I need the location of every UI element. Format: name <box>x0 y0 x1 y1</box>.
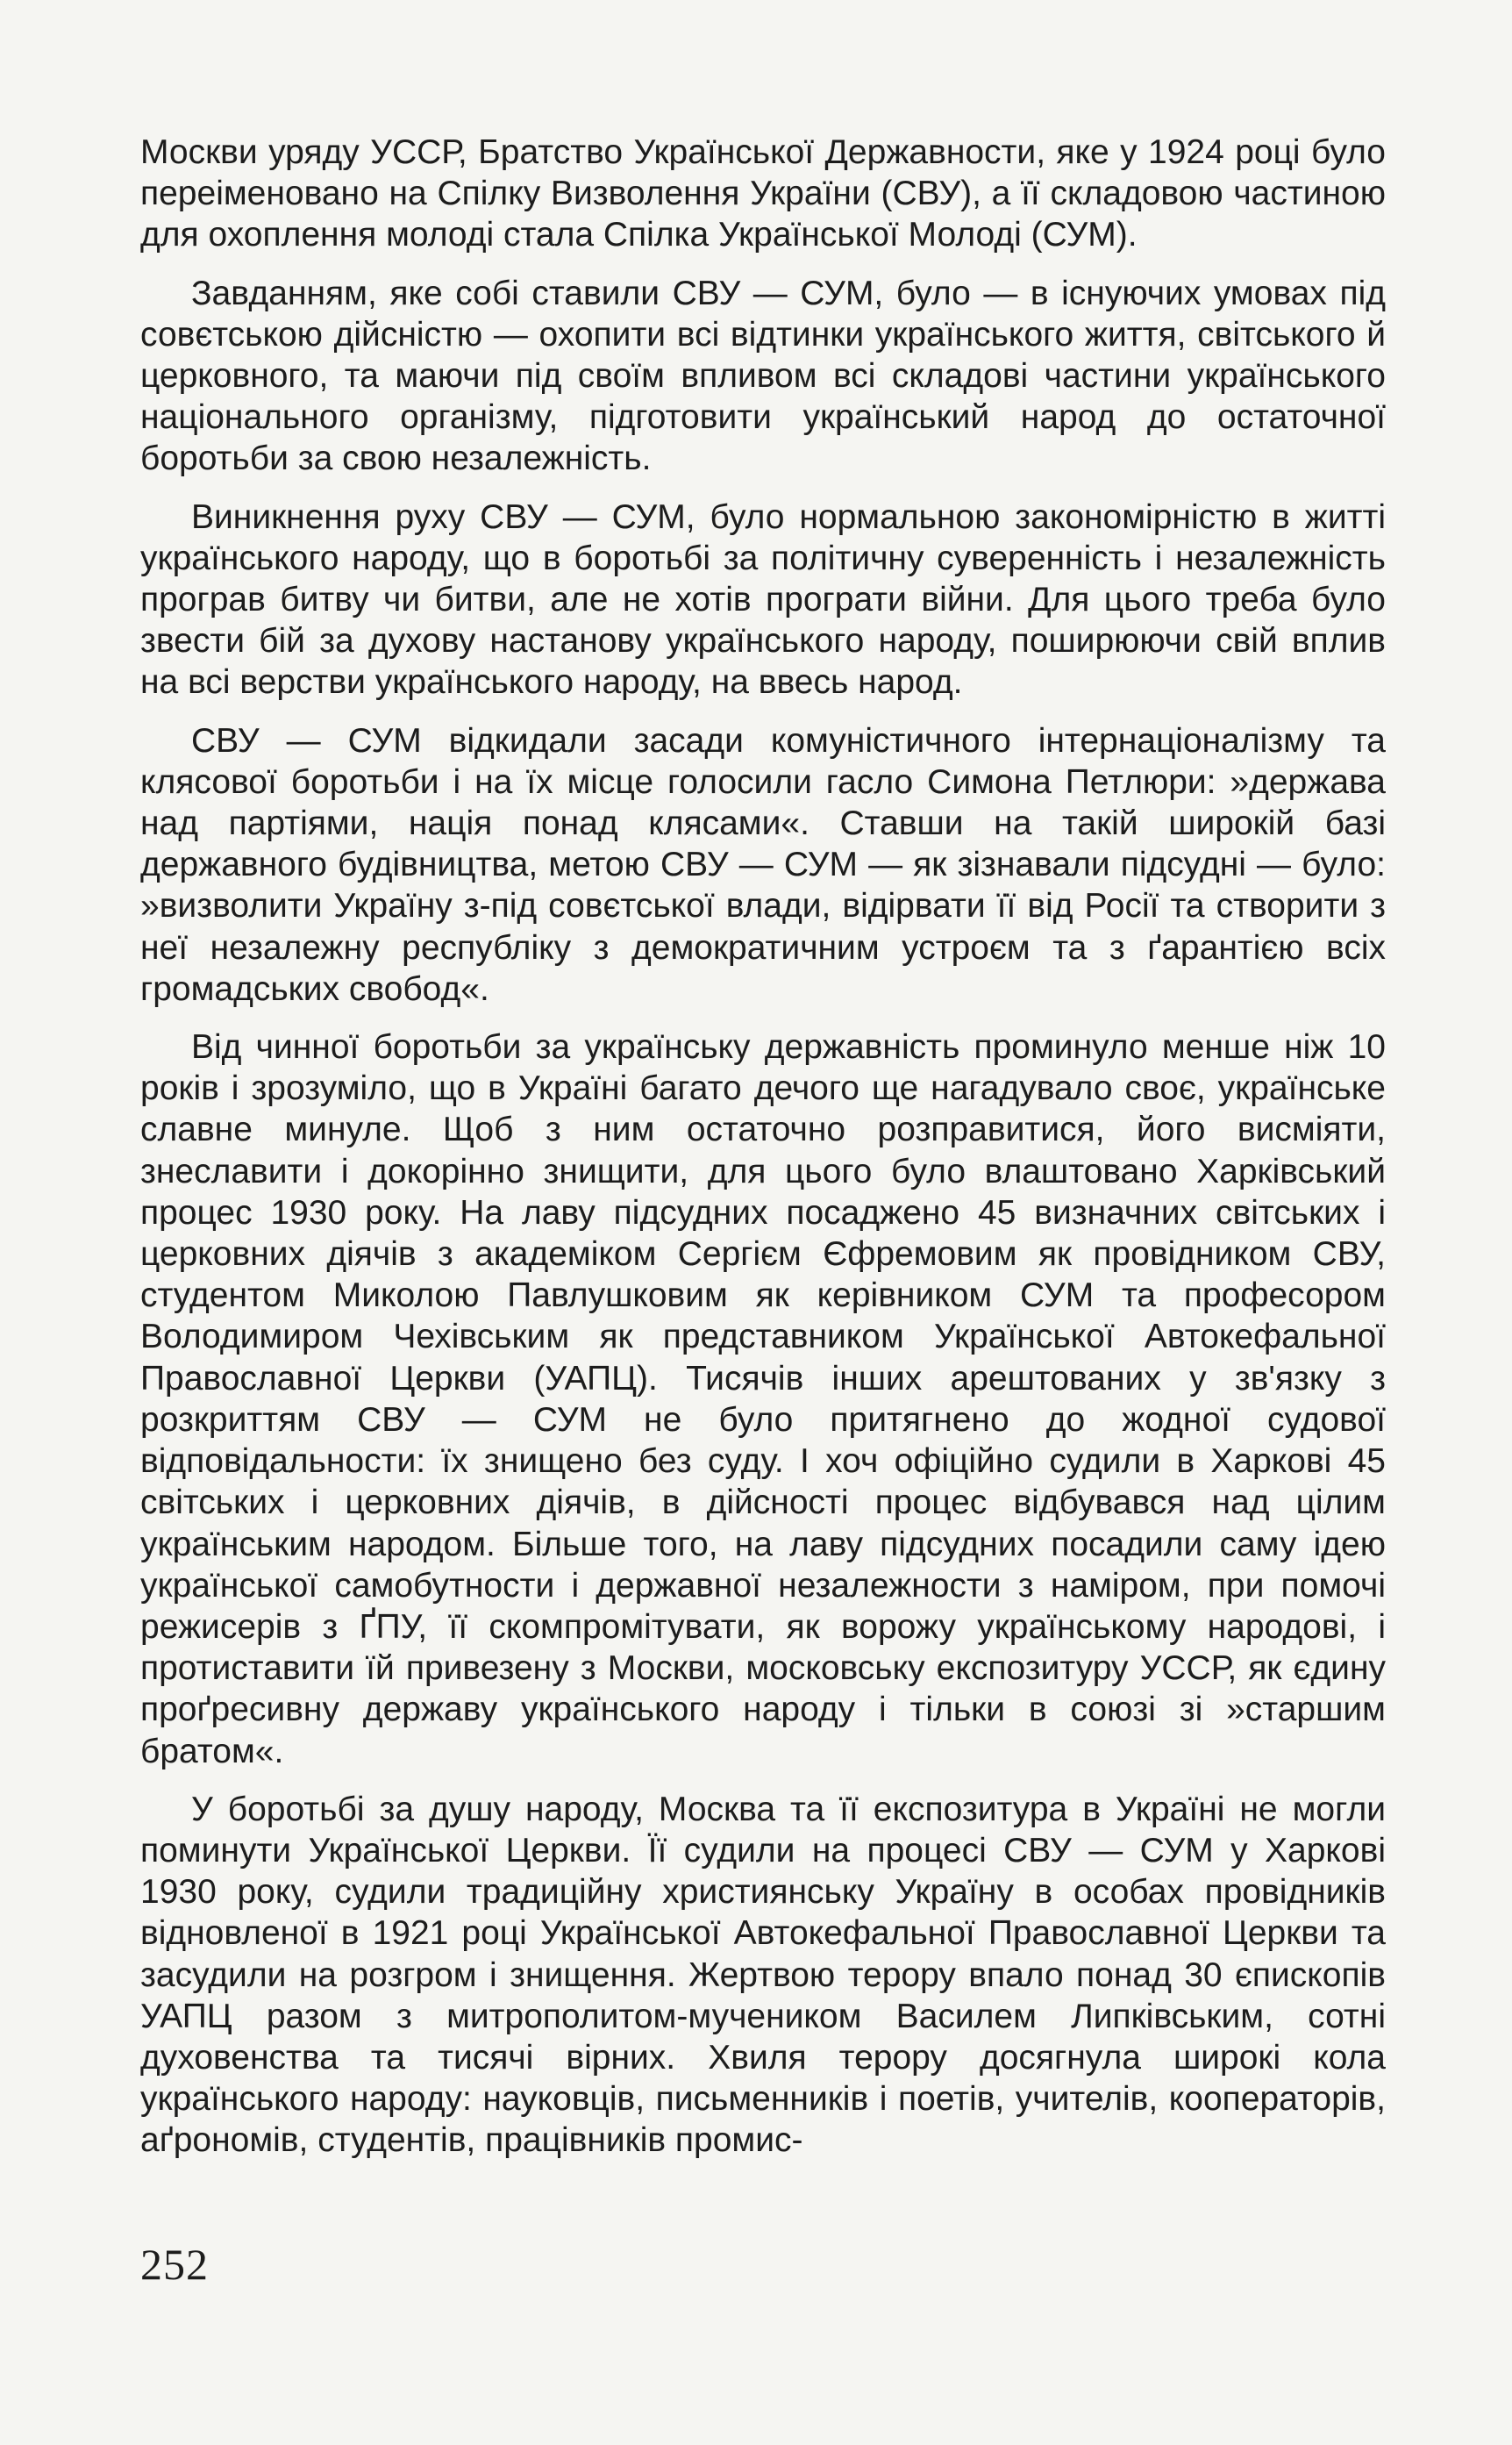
paragraph-3: Виникнення руху СВУ — СУМ, було нормальною закономірністю в житті українського народу, що в боротьбі за політичну суверенність і незалежність програв битву чи битви, але не хотів програти війни. Для цього треба було звести бій за духову настанову українського народу, поширюючи свій вплив на всі верстви українського народу, на ввесь народ. <box>140 497 1386 702</box>
paragraph-1: Москви уряду УССР, Братство Української Державности, яке у 1924 році було переіменовано на Спілку Визволення України (СВУ), а її складовою частиною для охоплення молоді стала Спілка Української Молоді (СУМ). <box>140 133 1386 254</box>
page-number: 252 <box>140 2240 209 2289</box>
paragraph-6: У боротьбі за душу народу, Москва та її експозитура в Україні не могли поминути Української Церкви. Її судили на процесі СВУ — СУМ у Харкові 1930 року, судили традиційну християнську Україну в особах провідників відновленої в 1921 році Української Автокефальної Православної Церкви та засудили на розгром і знищення. Жертвою терору впало понад 30 єпископів УАПЦ разом з митрополитом-мучеником Василем Липківським, сотні духовенства та тисячі вірних. Хвиля терору досягнула широкі кола українського народу: науковців, письменників і поетів, учителів, кооператорів, аґрономів, студентів, працівників промис- <box>140 1790 1386 2160</box>
paragraph-4: СВУ — СУМ відкидали засади комуністичного інтернаціоналізму та клясової боротьби і на їх місце голосили гасло Симона Петлюри: »держава над партіями, нація понад клясами«. Ставши на такій широкій базі державного будівництва, метою СВУ — СУМ — як зізнавали підсудні — було: »визволити Україну з-під совєтської влади, відірвати її від Росії та створити з неї незалежну республіку з демократичним устроєм та з ґарантією всіх громадських свобод«. <box>140 721 1386 1008</box>
body-text <box>140 132 1386 2178</box>
paragraph-2: Завданням, яке собі ставили СВУ — СУМ, було — в існуючих умовах під совєтською дійсністю — охопити всі відтинки українського життя, світського й церковного, та маючи під своїм впливом всі складові частини українського національного організму, підготовити український народ до остаточної боротьби за свою незалежність. <box>140 274 1386 478</box>
paragraph-5: Від чинної боротьби за українську державність проминуло менше ніж 10 років і зрозуміло, що в Україні багато дечого ще нагадувало своє, українське славне минуле. Щоб з ним остаточно розправитися, його висміяти, знеславити і докорінно знищити, для цього було влаштовано Харківський процес 1930 року. На лаву підсудних посаджено 45 визначних світських і церковних діячів з академіком Сергієм Єфремовим як провідником СВУ, студентом Миколою Павлушковим як керівником СУМ та професором Володимиром Чехівським як представником Української Автокефальної Православної Церкви (УАПЦ). Тисячів інших арештованих у зв'язку з розкриттям СВУ — СУМ не було притягнено до жодної судової відповідальности: їх знищено без суду. І хоч офіційно судили в Харкові 45 світських і церковних діячів, в дійсності процес відбувався над цілим українським народом. Більше того, на лаву підсудних посадили саму ідею української самобутности і державної незалежности з наміром, при помочі режисерів з ҐПУ, її скомпромітувати, як ворожу українському народові, і протиставити їй привезену з Москви, московську експозитуру УССР, як єдину проґресивну державу українського народу і тільки в союзі зі »старшим братом«. <box>140 1028 1386 1770</box>
